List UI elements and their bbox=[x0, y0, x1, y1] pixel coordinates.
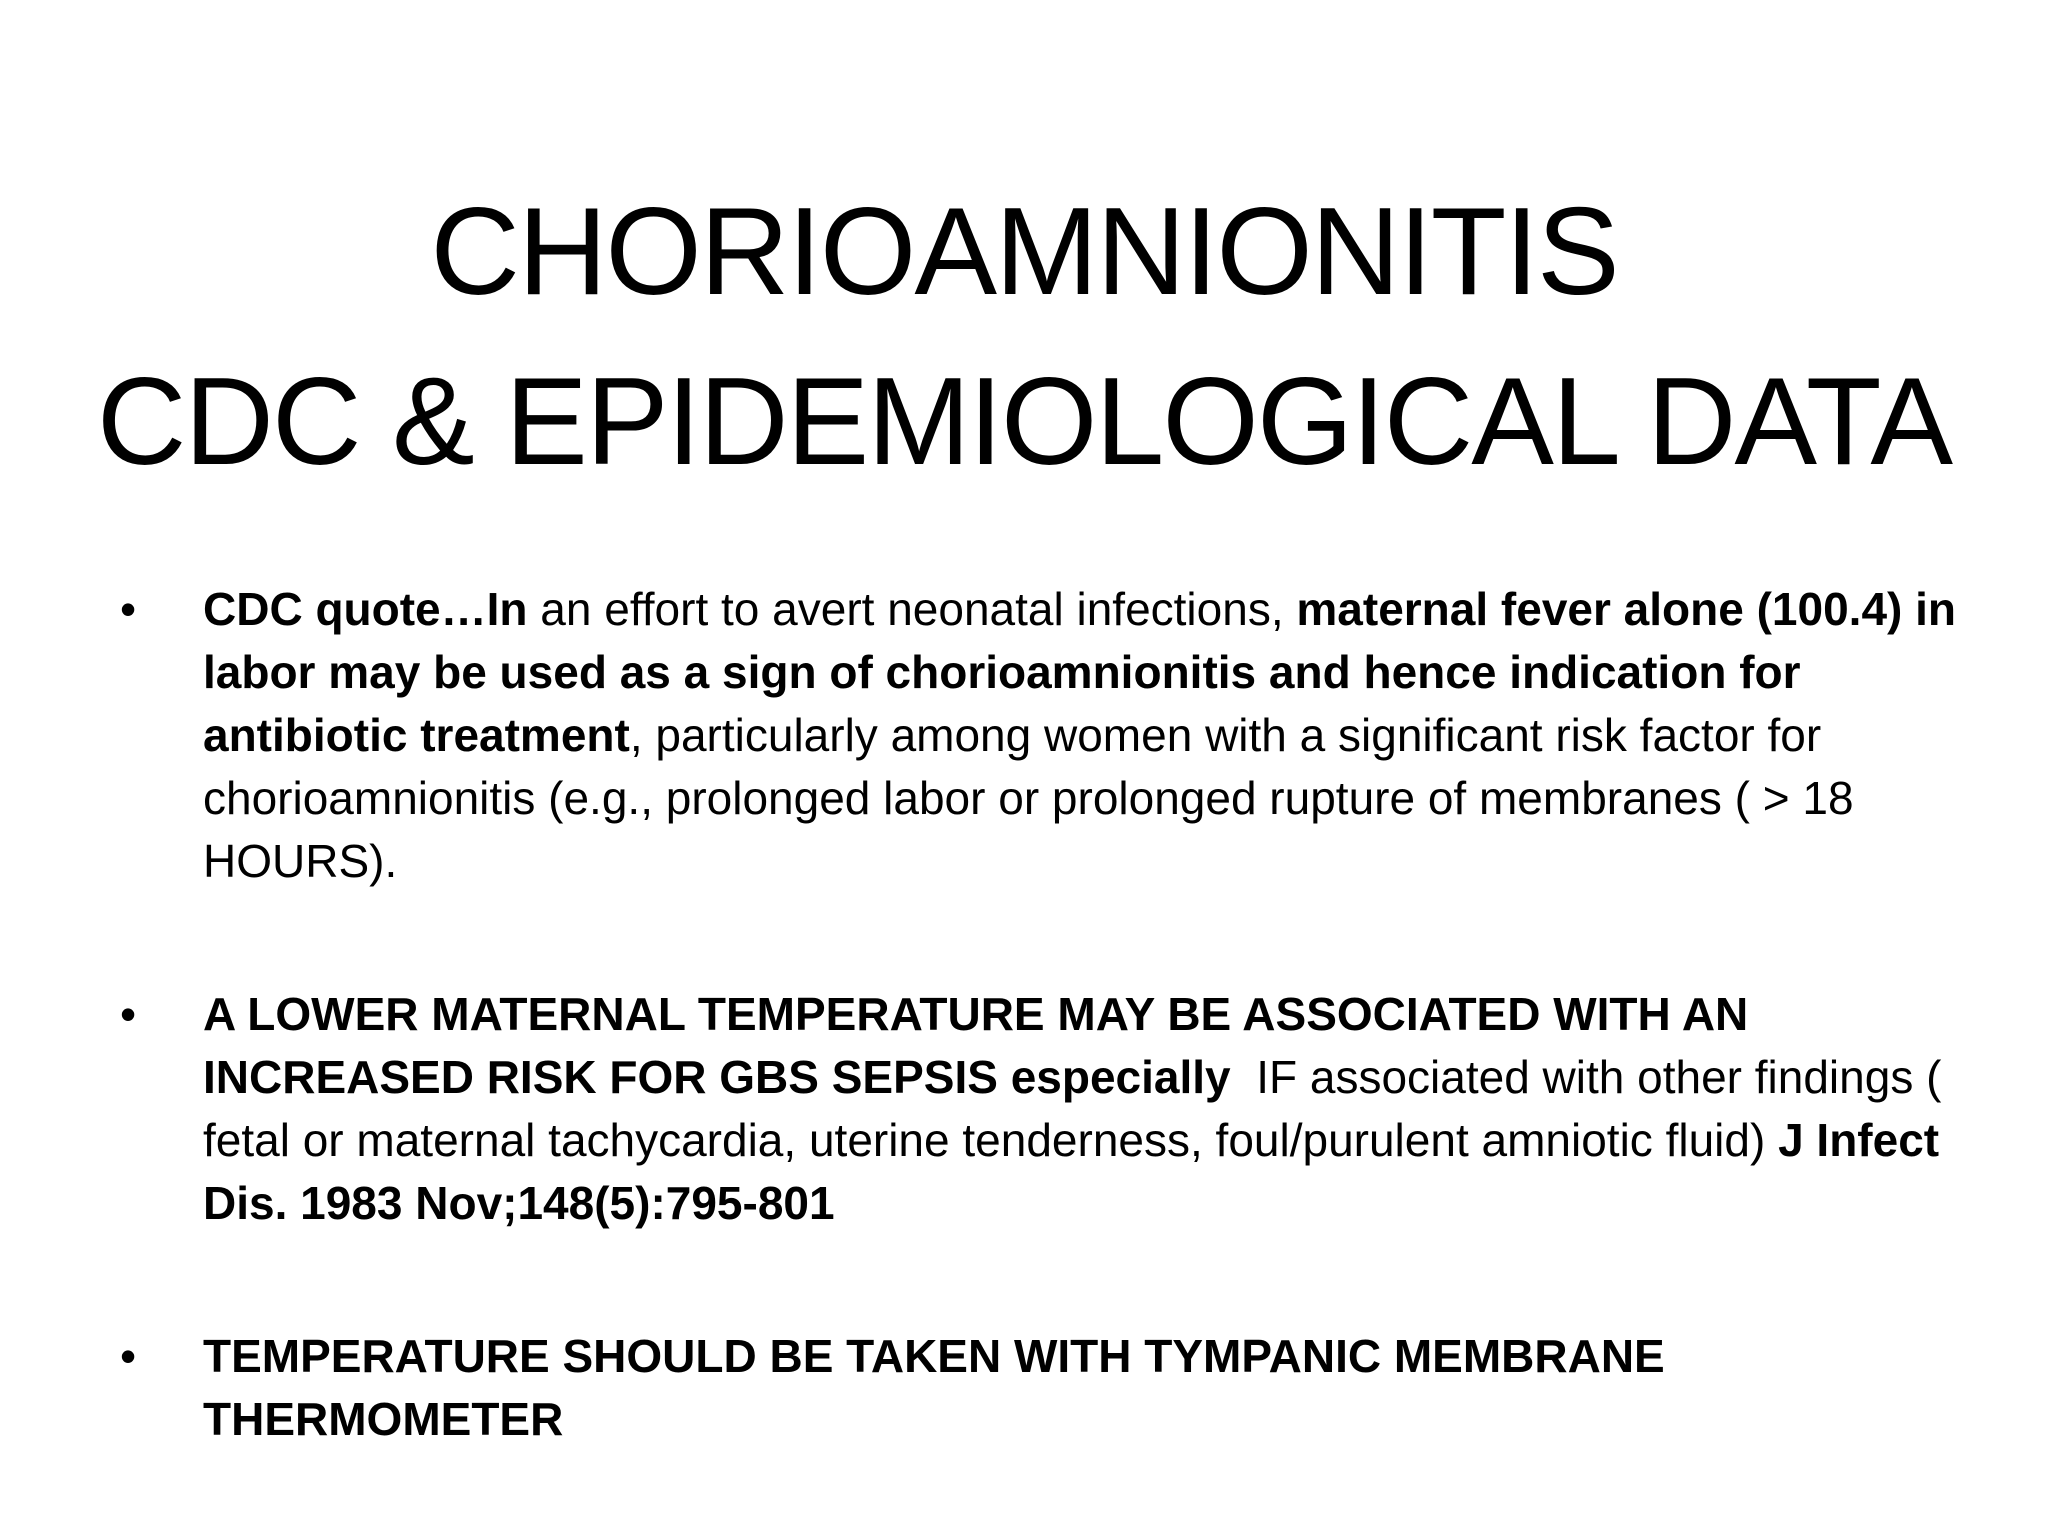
bullet-text-segment: , particularly among women with a significant risk factor for chorioamnionitis (e.g., prolonged labor or prolonged rupture of membranes ( > 18 HOURS). bbox=[203, 709, 1854, 887]
bullet-text-segment: J Infect Dis. 1983 Nov;148(5):795-801 bbox=[203, 1114, 1940, 1229]
bullet-marker: • bbox=[120, 1330, 137, 1382]
bullet-text-segment: CDC quote…In bbox=[203, 583, 528, 635]
bullet-text-segment: IF associated with other findings ( fetal or maternal tachycardia, uterine tenderness, foul/purulent amniotic fluid) bbox=[203, 1051, 1955, 1166]
bullet-item-cdc-quote bbox=[120, 578, 1980, 893]
title-line-1: CHORIOAMNIONITIS bbox=[430, 183, 1618, 322]
bullet-text-segment: an effort to avert neonatal infections, bbox=[527, 583, 1297, 635]
bullet-text-segment: maternal fever alone (100.4) in labor may be used as a sign of chorioamnionitis and hence indication for antibiotic treatment bbox=[203, 583, 1957, 761]
title-line-2: CDC & EPIDEMIOLOGICAL DATA bbox=[96, 353, 1952, 492]
bullet-text-segment: A LOWER MATERNAL TEMPERATURE MAY BE ASSOCIATED WITH AN INCREASED RISK FOR GBS SEPSIS especially bbox=[203, 988, 1749, 1103]
bullet-marker: • bbox=[120, 583, 137, 635]
bullet-item-lower-temperature bbox=[120, 983, 1980, 1235]
slide-title bbox=[0, 167, 2048, 507]
bullet-marker: • bbox=[120, 988, 137, 1040]
bullet-text-segment: TEMPERATURE SHOULD BE TAKEN WITH TYMPANIC MEMBRANE THERMOMETER bbox=[203, 1330, 1665, 1445]
bullet-item-tympanic-thermometer bbox=[120, 1325, 1980, 1451]
bullet-list bbox=[120, 578, 1980, 1451]
